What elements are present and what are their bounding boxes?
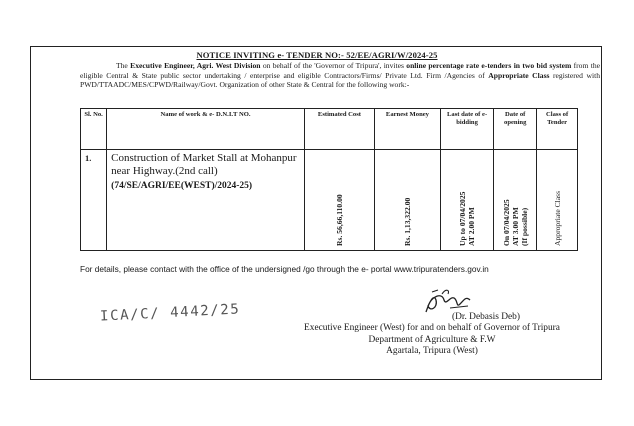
intro-text-2: on behalf of the 'Governor of Tripura', invites	[262, 61, 404, 70]
work-description	[107, 150, 304, 193]
intro-authority: Executive Engineer, Agri. West Division	[130, 61, 261, 70]
table-header-row	[81, 109, 578, 150]
opening-line-2: AT 3.00 PM	[510, 207, 520, 246]
table-row	[81, 150, 578, 251]
opening-line-3: (If possible)	[519, 207, 529, 246]
last-date-line-1: Up to 07/04/2025	[458, 191, 468, 246]
cell-opening	[494, 150, 537, 251]
header-opening: Date of opening	[494, 109, 537, 150]
cell-sl	[81, 150, 107, 251]
cell-work	[107, 150, 305, 251]
intro-text-4: registered with PWD/TTAADC/MES/CPWD/Railway/Govt. Organization of other State & Central for the following work:-	[80, 70, 601, 90]
header-last-date: Last date of e- bidding	[440, 109, 493, 150]
estimated-cost: Rs. 56,66,110.00	[334, 194, 344, 246]
row-sl: 1.	[85, 153, 92, 163]
tender-class: Appropriate Class	[552, 190, 562, 246]
header-money: Earnest Money	[375, 109, 441, 150]
intro-class: Appropriate Class	[488, 70, 550, 80]
header-class: Class of Tender	[537, 109, 578, 150]
signatory-department: Department of Agriculture & F.W	[368, 334, 496, 345]
intro-online: online percentage rate e-tenders in two bid system	[406, 61, 572, 70]
opening-line-1: On 07/04/2025	[501, 199, 511, 246]
earnest-money: Rs. 1,13,322.00	[402, 197, 412, 246]
cell-last-date	[440, 150, 493, 251]
portal-note: For details, please contact with the office of the undersigned /go through the e- portal www.tripuratenders.gov.in	[80, 264, 489, 274]
dnit-number: (74/SE/AGRI/EE(WEST)/2024-25)	[111, 181, 253, 191]
last-date-line-2: AT 2.00 PM	[467, 207, 477, 246]
header-cost: Estimated Cost	[304, 109, 374, 150]
cell-class	[537, 150, 578, 251]
tender-table	[80, 108, 578, 251]
handwritten-reference: ICA/C/ 4442/25	[99, 301, 241, 325]
intro-text-1: The	[116, 61, 128, 70]
header-sl: Sl. No.	[81, 109, 107, 150]
notice-intro	[80, 61, 600, 90]
opening-date	[502, 150, 529, 246]
signatory-designation: Executive Engineer (West) for and on behalf of Governor of Tripura	[304, 323, 560, 334]
cell-cost	[304, 150, 374, 251]
header-name: Name of work & e- D.N.I.T NO.	[107, 109, 305, 150]
signatory-location: Agartala, Tripura (West)	[386, 346, 478, 357]
signatory-name: (Dr. Debasis Deb)	[452, 312, 520, 322]
cell-money	[375, 150, 441, 251]
notice-title: NOTICE INVITING e- TENDER NO:- 52/EE/AGRI/W/2024-25	[196, 50, 438, 60]
intro-text-3: from the eligible Central & State public sector undertaking / enterprise and eligible Contractors/Firms/ Private Ltd. Firm /Agencies of	[80, 61, 600, 80]
signature-block	[262, 312, 602, 358]
work-name: Construction of Market Stall at Mohanpur near Highway.(2nd call)	[111, 152, 297, 177]
last-date	[458, 150, 476, 246]
